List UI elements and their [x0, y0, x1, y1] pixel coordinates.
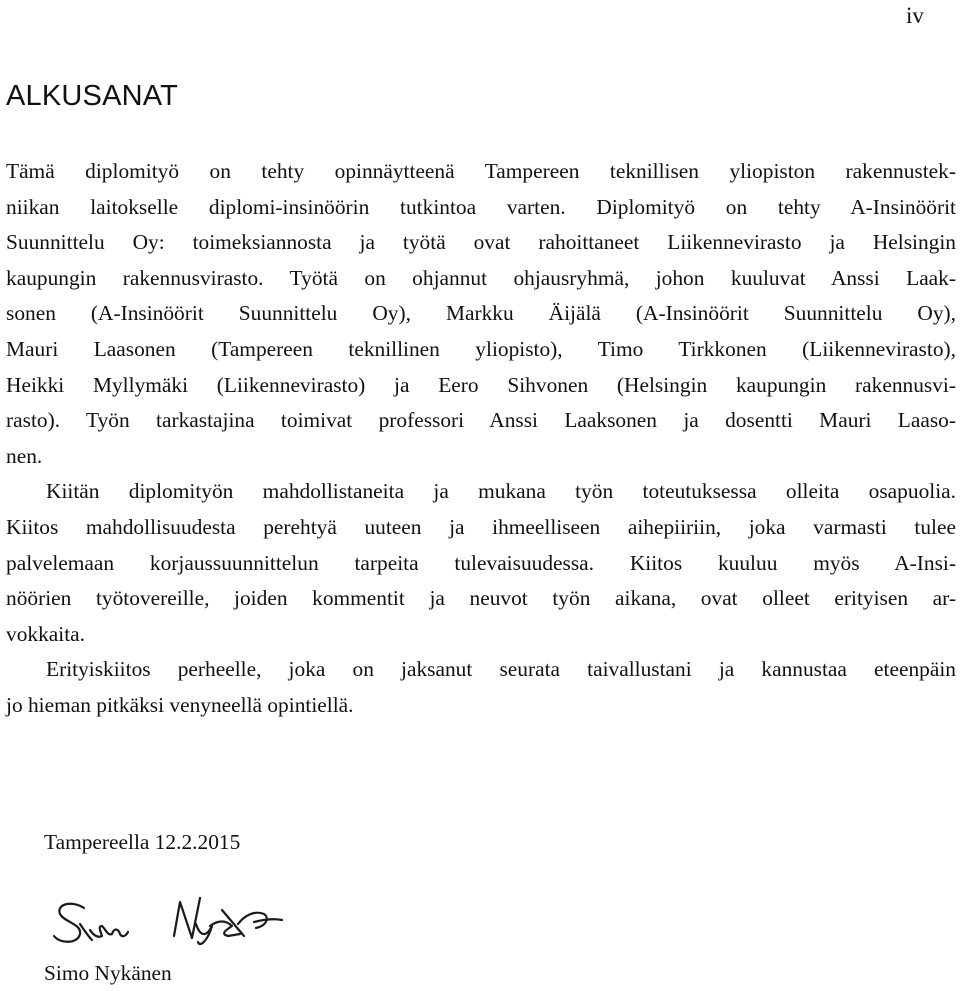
text-line: Suunnittelu Oy: toimeksiannosta ja työtä ovat rahoittaneet Liikennevirasto ja Helsingin	[6, 230, 956, 255]
text-line: Kiitos mahdollisuudesta perehtyä uuteen ja ihmeelliseen aihepiiriin, joka varmasti tulee	[6, 514, 956, 539]
paragraph-1	[6, 154, 956, 474]
text-line: Heikki Myllymäki (Liikennevirasto) ja Eero Sihvonen (Helsingin kaupungin rakennusvi-	[6, 372, 956, 397]
paragraph-2	[6, 474, 956, 652]
text-line: Mauri Laasonen (Tampereen teknillinen yliopisto), Timo Tirkkonen (Liikennevirasto),	[6, 336, 956, 361]
place-and-date: Tampereella 12.2.2015	[44, 830, 241, 854]
text-line: vokkaita.	[6, 621, 86, 646]
text-line: nen.	[6, 443, 43, 468]
handwritten-signature	[50, 896, 290, 952]
text-line: palvelemaan korjaussuunnittelun tarpeita tulevaisuudessa. Kiitos kuuluu myös A-Insi-	[6, 550, 956, 575]
signer-name: Simo Nykänen	[44, 961, 172, 985]
text-line: Kiitän diplomityön mahdollistaneita ja mukana työn toteutuksessa olleita osapuolia.	[46, 479, 956, 504]
text-line: Tämä diplomityö on tehty opinnäytteenä Tampereen teknillisen yliopiston rakennustek-	[6, 159, 956, 183]
text-line: rasto). Työn tarkastajina toimivat professori Anssi Laaksonen ja dosentti Mauri Laaso-	[6, 408, 956, 433]
page-heading: ALKUSANAT	[6, 80, 179, 112]
text-line: jo hieman pitkäksi venyneellä opintiellä.	[6, 692, 354, 717]
paragraph-3	[6, 652, 956, 723]
text-line: nöörien työtovereille, joiden kommentit ja neuvot työn aikana, ovat olleet erityisen ar-	[6, 586, 956, 611]
text-line: Erityiskiitos perheelle, joka on jaksanut seurata taivallustani ja kannustaa eteenpäin	[46, 657, 956, 682]
body-text	[6, 154, 956, 724]
page-number: iv	[906, 3, 924, 28]
text-line: sonen (A-Insinöörit Suunnittelu Oy), Markku Äijälä (A-Insinöörit Suunnittelu Oy),	[6, 301, 956, 326]
text-line: kaupungin rakennusvirasto. Työtä on ohjannut ohjausryhmä, johon kuuluvat Anssi Laak-	[6, 265, 956, 290]
text-line: niikan laitokselle diplomi-insinöörin tutkintoa varten. Diplomityö on tehty A-Insinöörit	[6, 194, 956, 219]
